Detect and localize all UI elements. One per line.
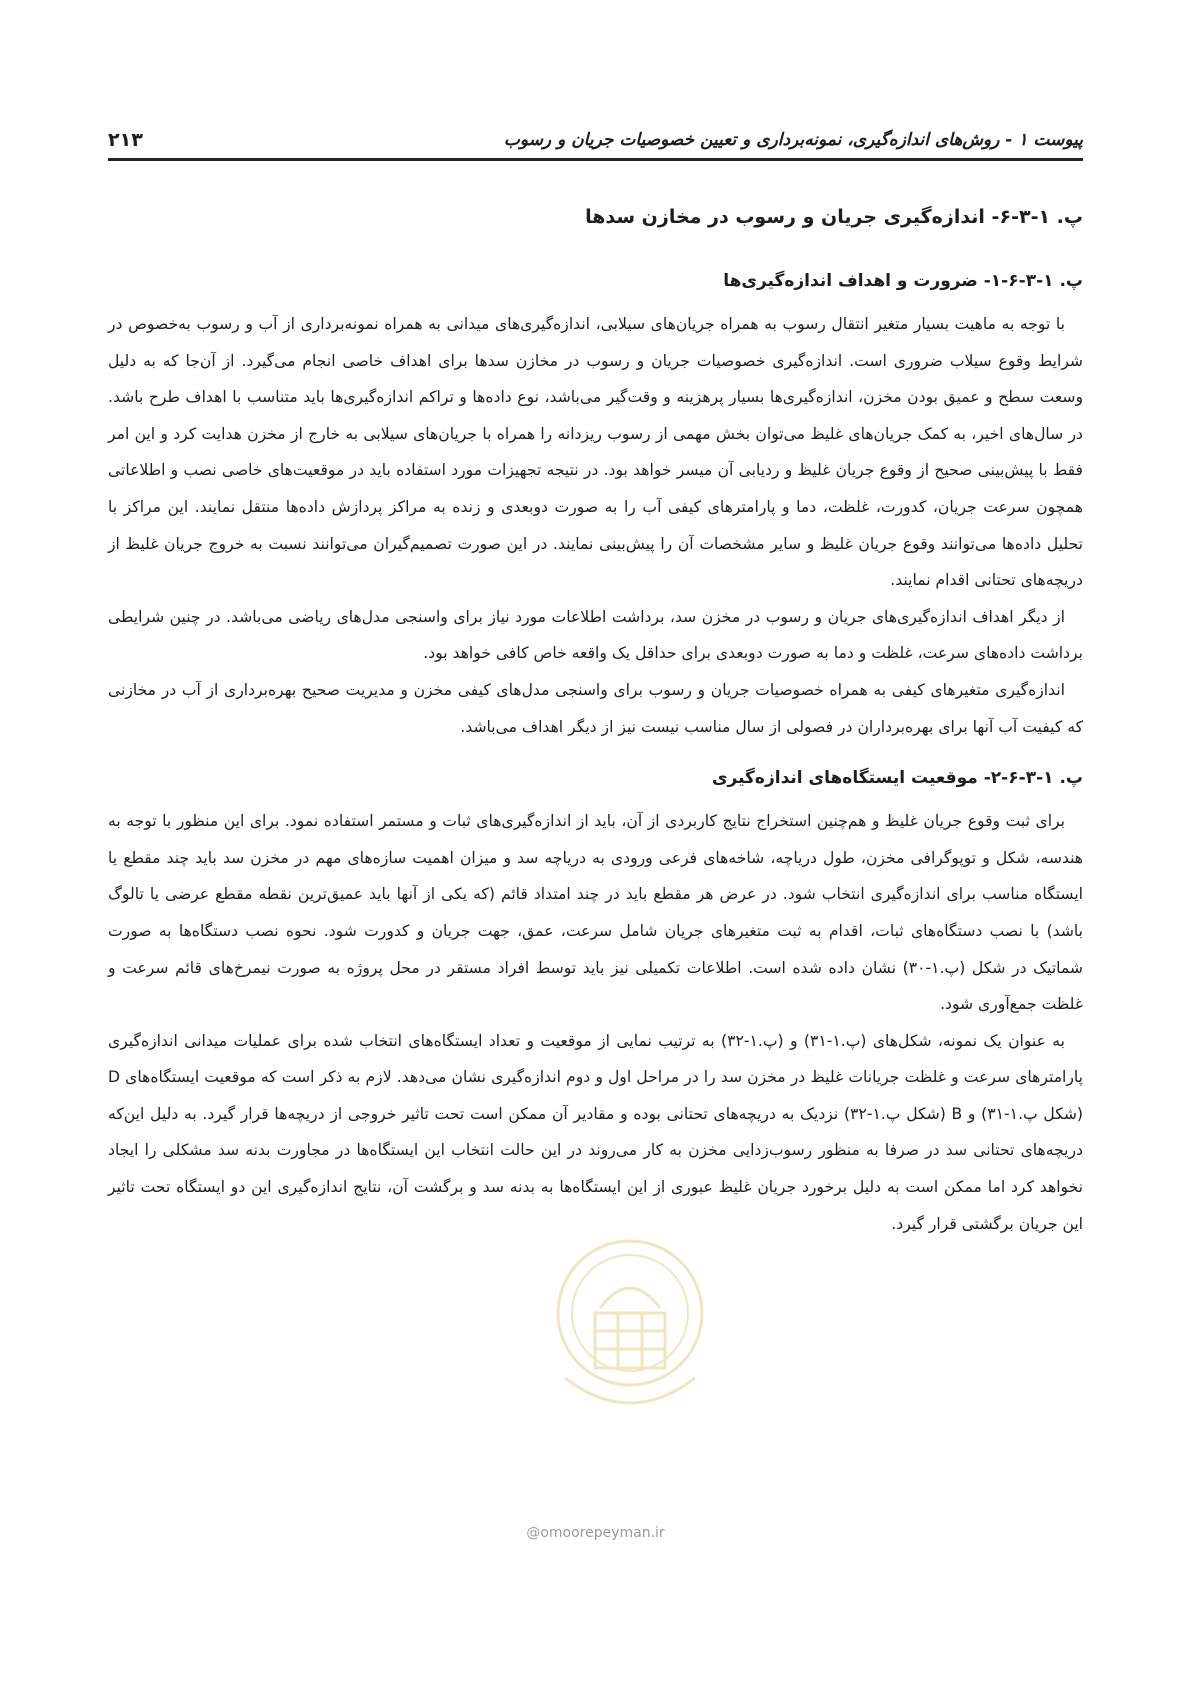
section-heading: پ. ۱-۳-۶- اندازه‌گیری جریان و رسوب در مخازن سدها bbox=[585, 206, 1083, 228]
page-content bbox=[108, 200, 1083, 1242]
page-number: ۲۱۳ bbox=[108, 129, 143, 151]
watermark-url: @omoorepeyman.ir bbox=[526, 1525, 665, 1541]
paragraph: به عنوان یک نمونه، شکل‌های (پ.۱-۳۱) و (پ.۱-۳۲) به ترتیب نمایی از موقعیت و تعداد ایستگاه‌های انتخاب شده برای عملیات میدانی اندازه‌گیری پارامترهای سرعت و غلظت جریانات غلیظ در مخزن سد را در مراحل اول و دوم اندازه‌گیری نشان می‌دهد. لازم به ذکر است که موقعیت ایستگاه‌های D (شکل پ.۱-۳۱) و B (شکل پ.۱-۳۲) نزدیک به دریچه‌های تحتانی بوده و مقادیر آن ممکن است تحت تاثیر خروجی از دریچه‌ها قرار گیرد. به دلیل این‌که دریچه‌های تحتانی سد در صرفا به منظور رسوب‌زدایی مخزن به کار می‌روند در این حالت انتخاب این ایستگاه‌ها در مجاورت بدنه سد مشکلی را ایجاد نخواهد کرد اما ممکن است به دلیل برخورد جریان غلیظ عبوری از این ایستگاه‌ها به بدنه سد و برگشت آن، نتایج اندازه‌گیری این دو ایستگاه تحت تاثیر این جریان برگشتی قرار گیرد. bbox=[108, 1031, 1083, 1233]
paragraph: از دیگر اهداف اندازه‌گیری‌های جریان و رسوب در مخزن سد، برداشت اطلاعات مورد نیاز برای واسنجی مدل‌های ریاضی می‌باشد. در چنین شرایطی برداشت داده‌های سرعت، غلظت و دما به صورت دوبعدی برای حداقل یک واقعه خاص کافی خواهد بود. bbox=[108, 607, 1083, 663]
watermark-seal-icon bbox=[545, 1228, 715, 1438]
subsection-heading-2: پ. ۱-۳-۶-۲- موقعیت ایستگاه‌های اندازه‌گیری bbox=[711, 768, 1083, 789]
page-header bbox=[108, 122, 1083, 161]
paragraph: اندازه‌گیری متغیرهای کیفی به همراه خصوصیات جریان و رسوب برای واسنجی مدل‌های کیفی مخزن و مدیریت صحیح بهره‌برداری از آب در مخازنی که کیفیت آب آنها برای بهره‌برداران در فصولی از سال مناسب نیست نیز از دیگر اهداف می‌باشد. bbox=[108, 680, 1083, 736]
running-title: پیوست ۱ - روش‌های اندازه‌گیری، نمونه‌برداری و تعیین خصوصیات جریان و رسوب bbox=[503, 130, 1083, 150]
paragraph: برای ثبت وقوع جریان غلیظ و هم‌چنین استخراج نتایج کاربردی از آن، باید از اندازه‌گیری‌های ثبات و مستمر استفاده نمود. برای این منظور با توجه به هندسه، شکل و توپوگرافی مخزن، طول دریاچه، شاخه‌های فرعی ورودی به دریاچه سد و میزان اهمیت سازه‌های مهم در مخزن سد باید چند مقطع یا ایستگاه مناسب برای اندازه‌گیری انتخاب شود. در عرض هر مقطع باید در چند امتداد قائم (که یکی از آنها باید عمیق‌ترین نقطه مقطع عرضی یا تالوگ باشد) با نصب دستگاه‌های ثبات، اقدام به ثبت متغیرهای جریان شامل سرعت، عمق، جهت جریان و کدورت شود. نحوه نصب دستگاه‌ها به صورت شماتیک در شکل (پ.۱-۳۰) نشان داده شده است. اطلاعات تکمیلی نیز باید توسط افراد مستقر در محل پروژه به صورت نیمرخ‌های قائم سرعت و غلظت جمع‌آوری شود. bbox=[108, 812, 1083, 1014]
subsection-heading-1: پ. ۱-۳-۶-۱- ضرورت و اهداف اندازه‌گیری‌ها bbox=[723, 271, 1083, 291]
paragraph: با توجه به ماهیت بسیار متغیر انتقال رسوب به همراه جریان‌های سیلابی، اندازه‌گیری‌های میدانی به همراه نمونه‌برداری از آب و رسوب به‌خصوص در شرایط وقوع سیلاب ضروری است. اندازه‌گیری خصوصیات جریان و رسوب در مخازن سدها برای اهداف خاصی انجام می‌گیرد. از آن‌جا که به دلیل وسعت سطح و عمیق بودن مخزن، اندازه‌گیری‌ها بسیار پرهزینه و وقت‌گیر می‌باشد، نوع داده‌ها و تراکم اندازه‌گیری‌ها باید متناسب با اهداف طرح باشد. در سال‌های اخیر، به کمک جریان‌های غلیظ می‌توان بخش مهمی از رسوب ریزدانه را همراه با جریان‌های سیلابی به خارج از مخزن هدایت کرد و این امر فقط با پیش‌بینی صحیح از وقوع جریان غلیظ و ردیابی آن میسر خواهد بود. در نتیجه تجهیزات مورد استفاده باید در موقعیت‌های خاصی نصب و اطلاعاتی همچون سرعت جریان، کدورت، غلظت، دما و پارامترهای کیفی آب را به صورت دوبعدی و زنده به مراکز پردازش داده‌ها منتقل نمایند. این مراکز با تحلیل داده‌ها می‌توانند وقوع جریان غلیظ و سایر مشخصات آن را پیش‌بینی نمایند. در این صورت تصمیم‌گیران می‌توانند نسبت به خروج جریان غلیظ از دریچه‌های تحتانی اقدام نمایند. bbox=[108, 315, 1083, 590]
